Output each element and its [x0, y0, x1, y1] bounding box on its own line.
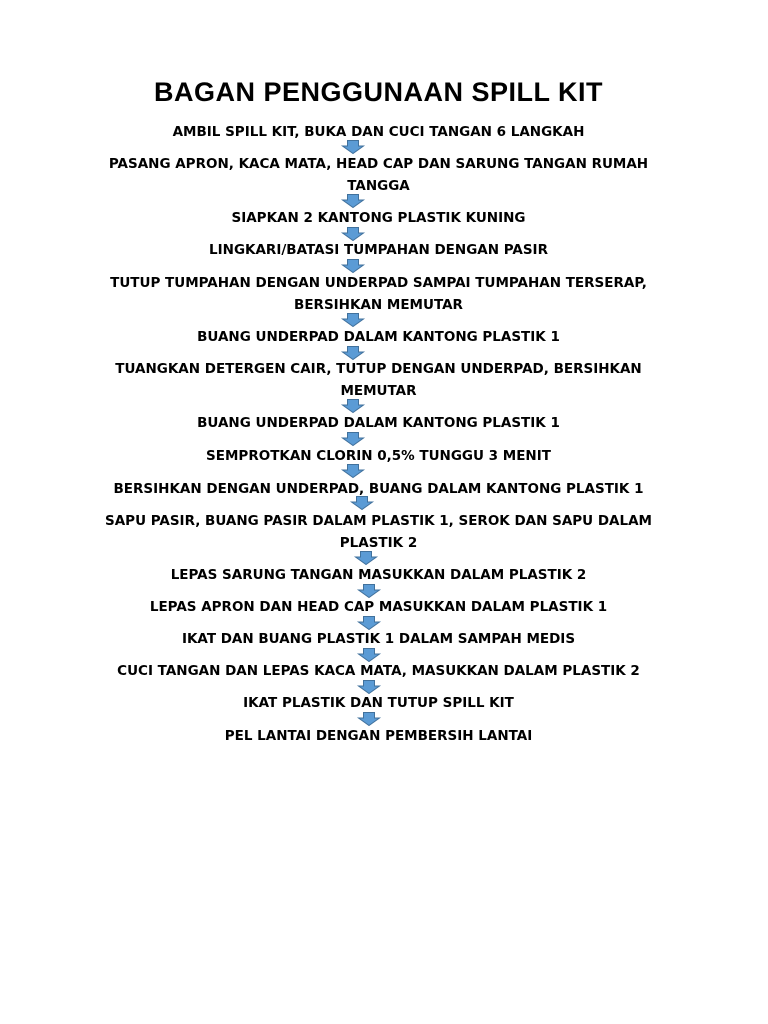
down-arrow-icon-7	[342, 399, 364, 413]
step-9: SEMPROTKAN CLORIN 0,5% TUNGGU 3 MENIT	[206, 448, 551, 464]
step-17: PEL LANTAI DENGAN PEMBERSIH LANTAI	[224, 728, 533, 744]
down-arrow-icon-9	[342, 464, 364, 478]
step-2: PASANG APRON, KACA MATA, HEAD CAP DAN SARUNG TANGAN RUMAH TANGGA	[108, 156, 649, 194]
step-5: TUTUP TUMPAHAN DENGAN UNDERPAD SAMPAI TUMPAHAN TERSERAP, BERSIHKAN MEMUTAR	[110, 275, 647, 313]
step-6: BUANG UNDERPAD DALAM KANTONG PLASTIK 1	[197, 329, 560, 345]
down-arrow-icon-4	[342, 259, 364, 273]
down-arrow-icon-2	[342, 194, 364, 208]
down-arrow-icon-5	[342, 313, 364, 327]
step-11: SAPU PASIR, BUANG PASIR DALAM PLASTIK 1, SEROK DAN SAPU DALAM PLASTIK 2	[105, 513, 652, 551]
down-arrow-icon-11	[355, 551, 377, 565]
down-arrow-icon-16	[358, 712, 380, 726]
step-4: LINGKARI/BATASI TUMPAHAN DENGAN PASIR	[209, 242, 548, 258]
step-13: LEPAS APRON DAN HEAD CAP MASUKKAN DALAM PLASTIK 1	[149, 599, 608, 615]
step-10: BERSIHKAN DENGAN UNDERPAD, BUANG DALAM KANTONG PLASTIK 1	[113, 481, 644, 497]
down-arrow-icon-8	[342, 432, 364, 446]
down-arrow-icon-10	[351, 496, 373, 510]
step-7: TUANGKAN DETERGEN CAIR, TUTUP DENGAN UNDERPAD, BERSIHKAN MEMUTAR	[115, 361, 642, 399]
down-arrow-icon-1	[342, 140, 364, 154]
step-16: IKAT PLASTIK DAN TUTUP SPILL KIT	[243, 695, 514, 711]
step-1: AMBIL SPILL KIT, BUKA DAN CUCI TANGAN 6 LANGKAH	[172, 124, 585, 140]
step-8: BUANG UNDERPAD DALAM KANTONG PLASTIK 1	[197, 415, 560, 431]
step-3: SIAPKAN 2 KANTONG PLASTIK KUNING	[231, 210, 526, 226]
step-14: IKAT DAN BUANG PLASTIK 1 DALAM SAMPAH MEDIS	[181, 631, 576, 647]
step-12: LEPAS SARUNG TANGAN MASUKKAN DALAM PLASTIK 2	[170, 567, 587, 583]
step-15: CUCI TANGAN DAN LEPAS KACA MATA, MASUKKAN DALAM PLASTIK 2	[117, 663, 640, 679]
page-title: BAGAN PENGGUNAAN SPILL KIT	[153, 77, 604, 107]
